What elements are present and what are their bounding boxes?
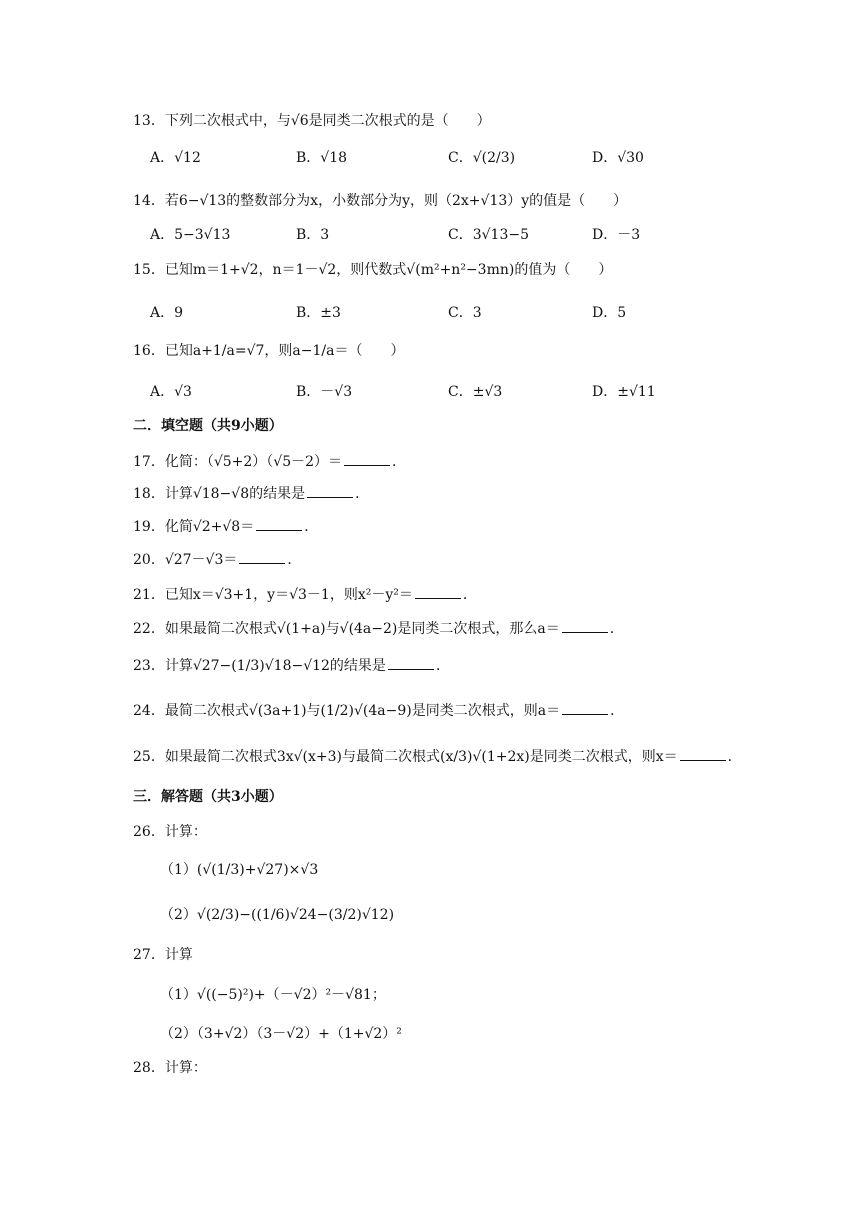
option-13-b: B．√18 xyxy=(296,150,348,166)
option-15-a: A．9 xyxy=(150,305,184,321)
answer-blank xyxy=(562,620,608,633)
question-19 xyxy=(133,517,318,537)
section-title-fill-in: 二．填空题（共9小题） xyxy=(133,418,283,434)
question-19-text: 19．化简√2+√8＝ xyxy=(133,519,255,535)
option-15-c: C．3 xyxy=(448,305,482,321)
question-27-part-2: （2）（3+√2）（3－√2）+（1+√2）² xyxy=(160,1026,402,1042)
question-21-end: ． xyxy=(462,587,477,603)
question-28-title: 28．计算： xyxy=(133,1060,207,1076)
question-18-text: 18．计算√18−√8的结果是 xyxy=(133,486,306,502)
question-26-part-1: （1）(√(1/3)+√27)×√3 xyxy=(160,862,319,878)
question-18-end: ． xyxy=(355,486,370,502)
question-21 xyxy=(133,585,477,605)
option-15-d: D．5 xyxy=(592,305,627,321)
question-14: 14．若6−√13的整数部分为x，小数部分为y，则（2x+√13）y的值是（ ） xyxy=(133,193,628,209)
option-16-c: C．±√3 xyxy=(448,384,503,400)
question-22-text: 22．如果最简二次根式√(1+a)与√(4a−2)是同类二次根式，那么a＝ xyxy=(133,621,560,637)
section-title-solve: 三．解答题（共3小题） xyxy=(133,789,283,805)
question-26-part-2: （2）√(2/3)−((1/6)√24−(3/2)√12) xyxy=(160,907,395,923)
question-25-text: 25．如果最简二次根式3x√(x+3)与最简二次根式(x/3)√(1+2x)是同类二次根式，则x＝ xyxy=(133,749,678,765)
question-27-part-1: （1）√((−5)²)+（－√2）²－√81； xyxy=(160,987,386,1003)
question-17-text: 17．化简：（√5+2）（√5－2）＝ xyxy=(133,454,343,470)
question-20-end: ． xyxy=(287,552,302,568)
answer-blank xyxy=(415,586,461,599)
question-22 xyxy=(133,619,624,639)
question-23-text: 23．计算√27−(1/3)√18−√12的结果是 xyxy=(133,658,386,674)
question-17 xyxy=(133,452,406,472)
question-17-end: ． xyxy=(392,454,407,470)
question-27-title: 27．计算 xyxy=(133,947,193,963)
option-13-a: A．√12 xyxy=(150,150,201,166)
option-16-b: B．－√3 xyxy=(296,384,353,400)
answer-blank xyxy=(239,551,285,564)
answer-blank xyxy=(307,485,353,498)
question-18 xyxy=(133,484,369,504)
option-14-b: B．3 xyxy=(296,227,330,243)
question-26-title: 26．计算： xyxy=(133,824,207,840)
question-24-end: ． xyxy=(610,703,625,719)
question-20 xyxy=(133,550,301,570)
question-15: 15．已知m＝1+√2，n＝1－√2，则代数式√(m²+n²−3mn)的值为（ ） xyxy=(133,262,613,278)
answer-blank xyxy=(256,518,302,531)
question-24 xyxy=(133,701,624,721)
option-14-a: A．5−3√13 xyxy=(150,227,231,243)
question-22-end: ． xyxy=(609,621,624,637)
option-14-c: C．3√13−5 xyxy=(448,227,529,243)
question-13: 13．下列二次根式中，与√6是同类二次根式的是（ ） xyxy=(133,113,491,129)
option-13-c: C．√(2/3) xyxy=(448,150,516,166)
option-15-b: B．±3 xyxy=(296,305,341,321)
option-13-d: D．√30 xyxy=(592,150,644,166)
question-23-end: ． xyxy=(435,658,450,674)
option-16-d: D．±√11 xyxy=(592,384,656,400)
question-19-end: ． xyxy=(304,519,319,535)
question-16: 16．已知a+1/a=√7，则a−1/a＝（ ） xyxy=(133,343,405,359)
question-20-text: 20．√27－√3＝ xyxy=(133,552,238,568)
question-21-text: 21．已知x＝√3+1，y＝√3－1，则x²－y²＝ xyxy=(133,587,413,603)
answer-blank xyxy=(680,748,726,761)
option-16-a: A．√3 xyxy=(150,384,192,400)
answer-blank xyxy=(344,453,390,466)
option-14-d: D．－3 xyxy=(592,227,641,243)
question-24-text: 24．最简二次根式√(3a+1)与(1/2)√(4a−9)是同类二次根式，则a＝ xyxy=(133,703,561,719)
answer-blank xyxy=(562,702,608,715)
question-25 xyxy=(133,747,742,767)
question-25-end: ． xyxy=(727,749,742,765)
question-23 xyxy=(133,656,450,676)
answer-blank xyxy=(388,657,434,670)
